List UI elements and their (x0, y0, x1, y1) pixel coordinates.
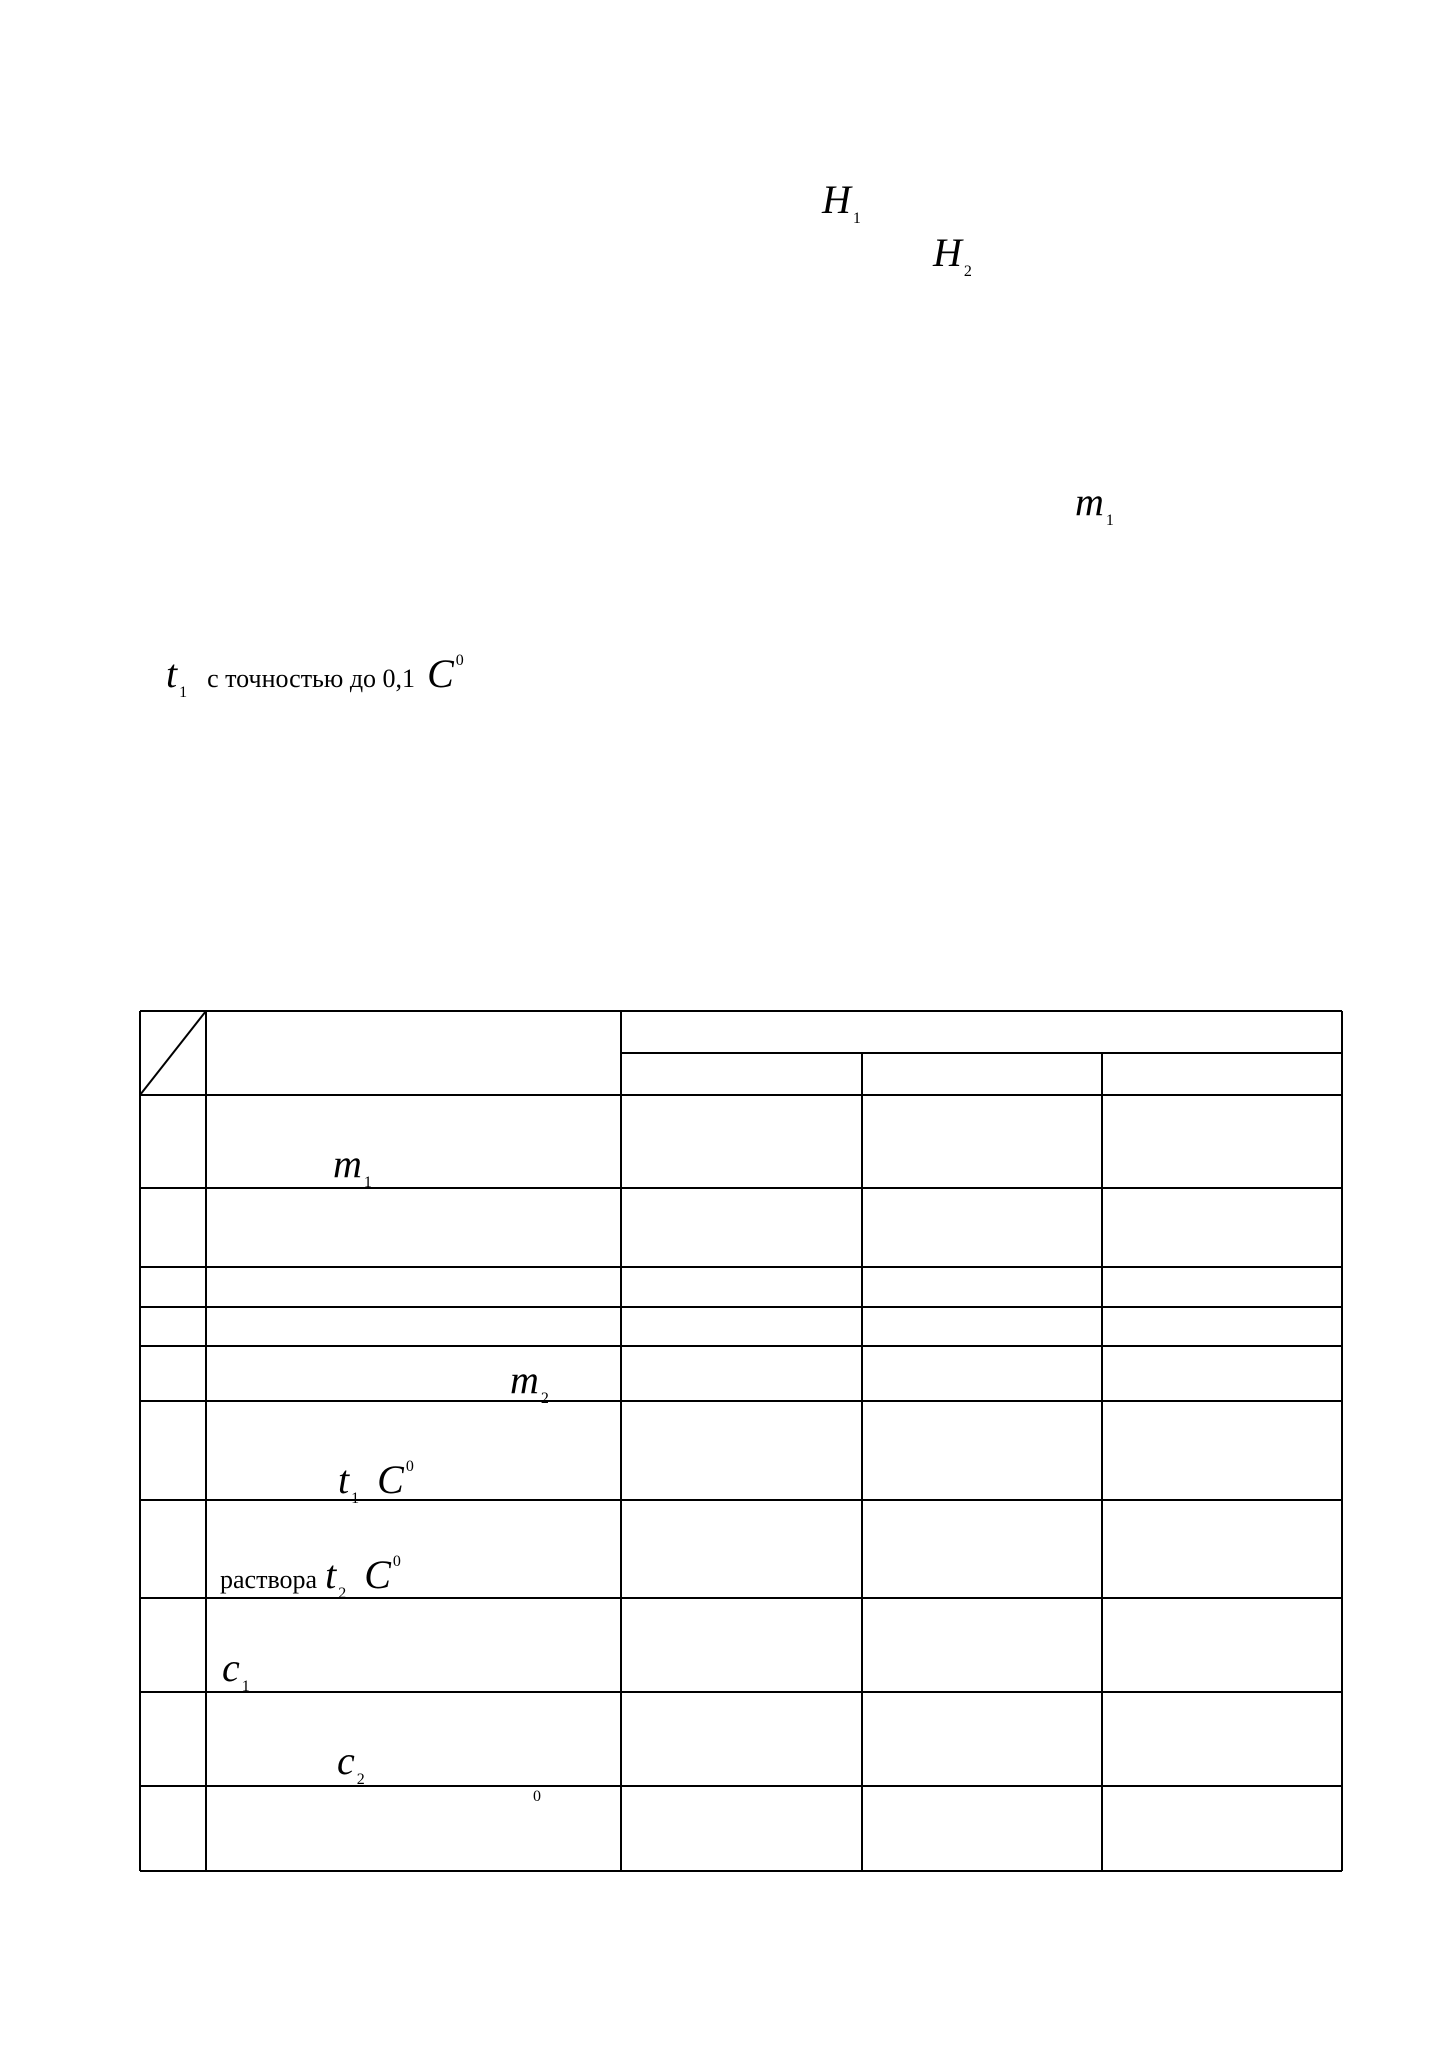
row9-letter: c (337, 1738, 355, 1783)
row1-index: 1 (363, 1174, 372, 1191)
symbol-h2-letter: H (933, 230, 962, 275)
row1-symbol (333, 1141, 372, 1191)
row7-prefix: раствора (220, 1565, 318, 1594)
row7-symbol (220, 1553, 401, 1603)
symbol-h1-index: 1 (852, 210, 861, 227)
row7-index: 2 (338, 1585, 347, 1602)
row5-symbol (510, 1357, 549, 1407)
row7-unit-exp: 0 (392, 1553, 401, 1570)
row6-unit-exp: 0 (405, 1458, 414, 1475)
row6-symbol (338, 1458, 414, 1508)
row8-symbol (222, 1645, 250, 1695)
row5-letter: m (510, 1357, 539, 1402)
symbol-h1-letter: H (822, 177, 851, 222)
row9-symbol (337, 1738, 365, 1788)
precision-t1-letter: t (166, 651, 178, 696)
row1-letter: m (333, 1141, 362, 1186)
row8-letter: c (222, 1645, 240, 1690)
precision-degree-letter: C (427, 651, 454, 696)
row7-letter: t (325, 1552, 337, 1597)
precision-degree-exp: 0 (455, 652, 464, 669)
row7-unit: C (364, 1552, 391, 1597)
precision-text: с точностью до 0,1 (207, 664, 416, 693)
row10-mark-text: 0 (533, 1788, 541, 1805)
row6-unit: C (377, 1457, 404, 1502)
symbol-m1-index: 1 (1105, 512, 1114, 529)
row6-index: 1 (351, 1490, 360, 1507)
row6-letter: t (338, 1457, 350, 1502)
precision-t1-index: 1 (179, 684, 188, 701)
row5-index: 2 (540, 1390, 549, 1407)
symbol-h2-index: 2 (963, 263, 972, 280)
row9-index: 2 (356, 1771, 365, 1788)
row8-index: 1 (241, 1678, 250, 1695)
symbol-m1-letter: m (1075, 479, 1104, 524)
row10-mark (533, 1788, 541, 1806)
